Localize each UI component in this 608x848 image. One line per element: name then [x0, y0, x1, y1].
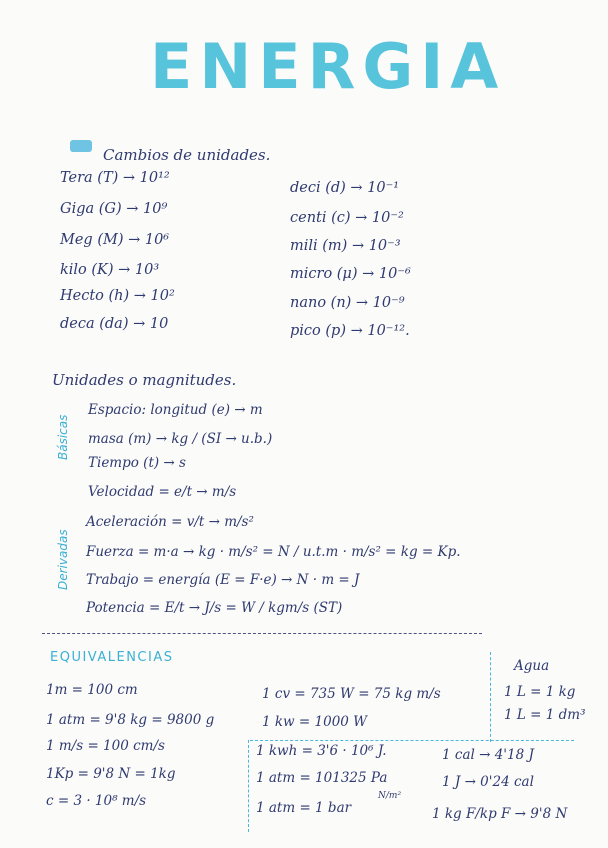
equivalence-item: 1 kw = 1000 W — [262, 714, 368, 730]
section-heading-unit-changes: Cambios de unidades. — [103, 146, 271, 164]
equivalence-item: 1 cal → 4'18 J — [442, 747, 534, 763]
magnitude-item: Tiempo (t) → s — [88, 455, 186, 471]
magnitude-item: Potencia = E/t → J/s = W / kgm/s (ST) — [86, 600, 343, 616]
equivalence-item: 1 L = 1 dm³ — [504, 707, 586, 723]
prefix-item: Hecto (h) → 10² — [60, 288, 175, 304]
prefix-item: Meg (M) → 10⁶ — [60, 232, 170, 248]
equivalence-item: 1 atm = 1 bar — [256, 800, 352, 816]
magnitude-item: Aceleración = v/t → m/s² — [86, 514, 254, 530]
equivalence-item: c = 3 · 10⁸ m/s — [46, 793, 147, 809]
prefix-item: deci (d) → 10⁻¹ — [290, 180, 400, 196]
equivalence-item: 1 kg F/kp F → 9'8 N — [432, 806, 568, 822]
prefix-item: deca (da) → 10 — [60, 316, 169, 332]
equivalence-item: 1 cv = 735 W = 75 kg m/s — [262, 686, 441, 702]
section-heading-magnitudes: Unidades o magnitudes. — [52, 371, 237, 389]
prefix-item: mili (m) → 10⁻³ — [290, 238, 401, 254]
equivalence-item: 1 kwh = 3'6 · 10⁶ J. — [256, 743, 387, 759]
prefix-item: micro (μ) → 10⁻⁶ — [290, 266, 411, 282]
prefix-item: kilo (K) → 10³ — [60, 262, 160, 278]
agua-box-border — [490, 652, 491, 742]
equivalence-item: 1m = 100 cm — [46, 682, 138, 698]
magnitude-item: Trabajo = energía (E = F·e) → N · m = J — [86, 572, 360, 588]
magnitude-item: Espacio: longitud (e) → m — [88, 402, 263, 418]
magnitude-item: masa (m) → kg / (SI → u.b.) — [88, 431, 273, 447]
prefix-item: Giga (G) → 10⁹ — [60, 201, 168, 217]
magnitude-item: Fuerza = m·a → kg · m/s² = N / u.t.m · m/s² = kg = Kp. — [86, 544, 461, 560]
agua-title: Agua — [514, 658, 550, 674]
energy-box-top-border — [250, 740, 574, 741]
label-derivadas: Derivadas — [56, 529, 70, 590]
unit-note: N/m² — [378, 791, 402, 801]
label-basicas: Básicas — [56, 414, 70, 460]
equivalence-item: 1 m/s = 100 cm/s — [46, 738, 165, 754]
prefix-item: nano (n) → 10⁻⁹ — [290, 295, 405, 311]
prefix-item: centi (c) → 10⁻² — [290, 210, 404, 226]
section-heading-equivalences: EQUIVALENCIAS — [50, 650, 174, 665]
equivalence-item: 1Kp = 9'8 N = 1kg — [46, 766, 176, 782]
equivalence-item: 1 atm = 101325 Pa — [256, 770, 388, 786]
equivalence-item: 1 atm = 9'8 kg = 9800 g — [46, 712, 215, 728]
prefix-item: Tera (T) → 10¹² — [60, 170, 170, 186]
magnitude-item: Velocidad = e/t → m/s — [88, 484, 237, 500]
equivalence-item: 1 L = 1 kg — [504, 684, 576, 700]
page-title: ENERGIA — [150, 30, 506, 103]
energy-box-left-border — [248, 740, 249, 832]
equivalence-item: 1 J → 0'24 cal — [442, 774, 534, 790]
bullet-marker — [70, 140, 92, 152]
prefix-item: pico (p) → 10⁻¹². — [290, 323, 410, 339]
section-divider — [42, 633, 482, 634]
